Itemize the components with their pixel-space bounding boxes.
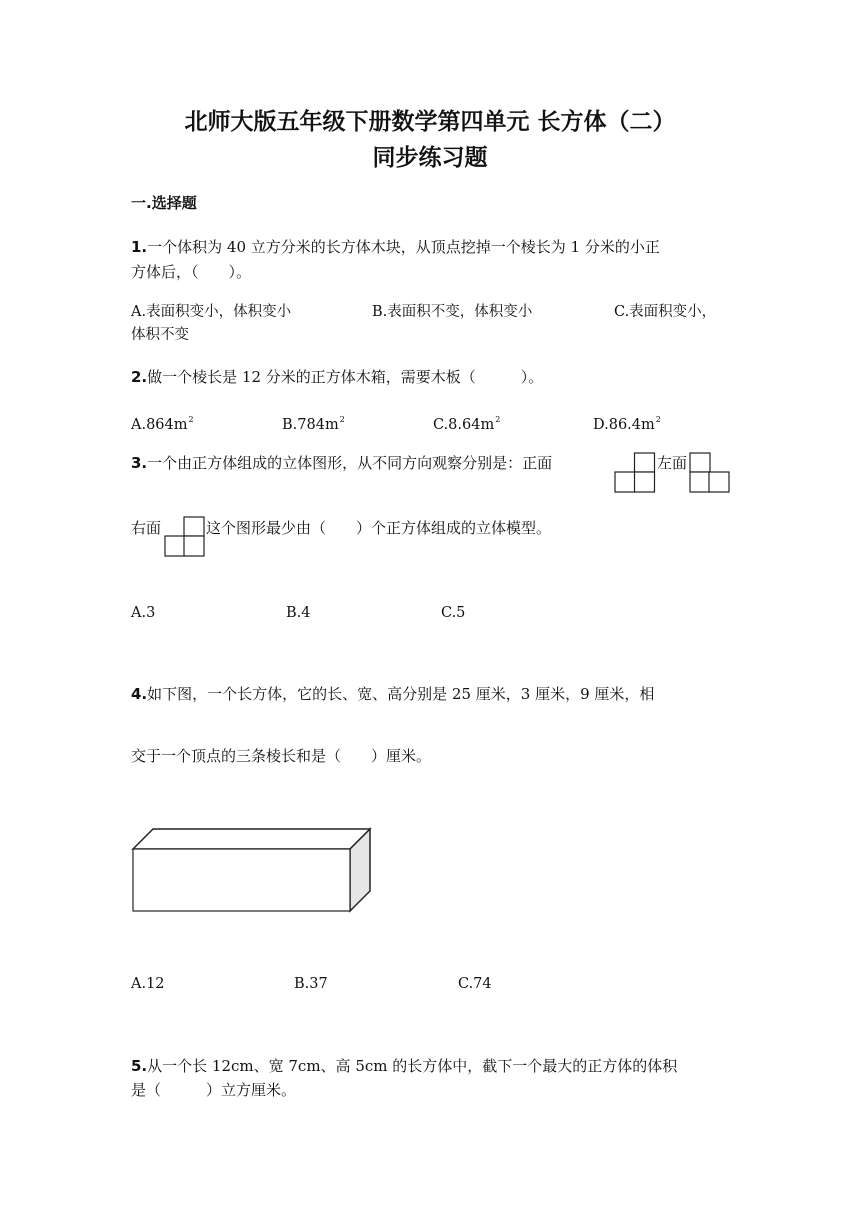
question-5 — [131, 1055, 677, 1077]
question-3 — [131, 452, 552, 474]
q2-option-b: $B.784m^2$ — [282, 415, 345, 433]
question-number: 4. — [131, 685, 148, 703]
q3-option-b: B.4 — [286, 605, 311, 621]
q4-option-b: B.37 — [294, 976, 328, 992]
q4-option-c: C.74 — [458, 976, 492, 992]
question-number: 1. — [131, 238, 148, 256]
q1-option-a: A.表面积变小，体积变小 — [131, 304, 292, 320]
right-view-label: 右面 — [131, 519, 162, 537]
q3-option-a: A.3 — [131, 605, 156, 621]
page-title-line2: 同步练习题 — [372, 145, 488, 171]
right-view-figure — [164, 516, 206, 558]
q4-option-a: A.12 — [131, 976, 165, 992]
question-2 — [131, 366, 543, 388]
q1-option-c-line2: 体积不变 — [131, 327, 189, 343]
question-text-line1: 如下图，一个长方体，它的长、宽、高分别是 25 厘米，3 厘米，9 厘米，相 — [147, 685, 655, 703]
section-heading: 一.选择题 — [131, 194, 197, 212]
question-1-line2: 方体后，（ ）。 — [131, 263, 252, 281]
q2-option-d: $D.86.4m^2$ — [593, 415, 661, 433]
question-1 — [131, 236, 660, 258]
question-text-line1: 一个由正方体组成的立体图形，从不同方向观察分别是：正面 — [147, 454, 553, 472]
question-4 — [131, 683, 654, 705]
question-number: 2. — [131, 368, 148, 386]
question-4-line2: 交于一个顶点的三条棱长和是（ ）厘米。 — [131, 747, 432, 765]
q2-option-c: $C.8.64m^2$ — [433, 415, 501, 433]
question-3-line2: 这个图形最少由（ ）个正方体组成的立体模型。 — [206, 519, 552, 537]
q3-option-c: C.5 — [441, 605, 466, 621]
left-view-figure — [689, 452, 731, 494]
left-view-label: 左面 — [657, 454, 688, 472]
front-view-figure — [614, 452, 657, 494]
question-text-line1: 从一个长 12cm、宽 7cm、高 5cm 的长方体中，截下一个最大的正方体的体积 — [147, 1057, 678, 1075]
question-number: 3. — [131, 454, 148, 472]
cuboid-figure — [130, 826, 374, 914]
question-text: 做一个棱长是 12 分米的正方体木箱，需要木板（ ）。 — [147, 368, 544, 386]
q1-option-c: C.表面积变小， — [614, 304, 717, 320]
page-title-line1: 北师大版五年级下册数学第四单元 长方体（二） — [184, 109, 676, 135]
question-text-line1: 一个体积为 40 立方分米的长方体木块，从顶点挖掉一个棱长为 1 分米的小正 — [147, 238, 660, 256]
question-5-line2: 是（ ）立方厘米。 — [131, 1081, 297, 1099]
question-number: 5. — [131, 1057, 148, 1075]
q1-option-b: B.表面积不变，体积变小 — [372, 304, 533, 320]
q2-option-a: $A.864m^2$ — [131, 415, 194, 433]
